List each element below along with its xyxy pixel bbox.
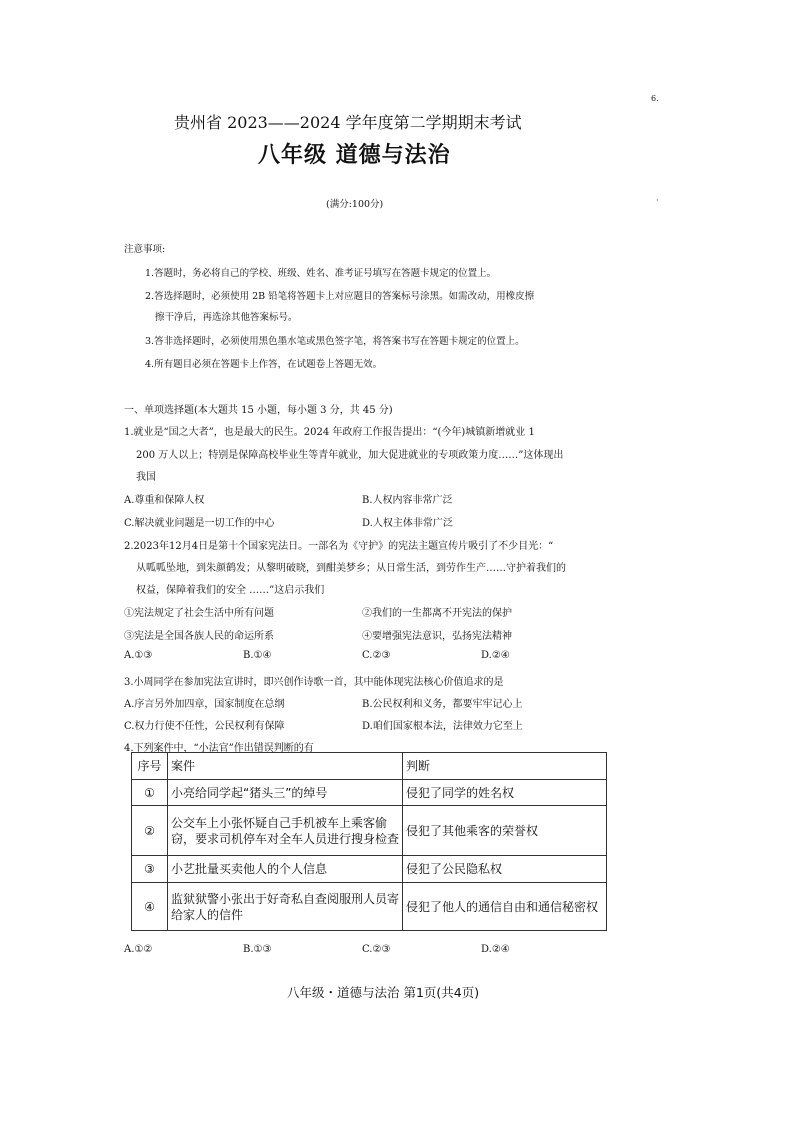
header-cell: 序号 xyxy=(132,753,168,780)
notice-item: 1.答题时，务必将自己的学校、班级、姓名、准考证号填写在答题卡规定的位置上。 xyxy=(145,268,497,279)
score-note: (满分:100分) xyxy=(326,199,384,210)
header-cell: 案件 xyxy=(168,753,403,780)
option: C.权力行使不任性，公民权利有保障 xyxy=(124,721,285,732)
section-heading: 一、单项选择题(本大题共 15 小题，每小题 3 分，共 45 分) xyxy=(124,405,393,416)
table-cell: ③ xyxy=(132,856,168,883)
table-header-row xyxy=(132,753,607,780)
notice-heading: 注意事项: xyxy=(124,244,166,255)
exam-title: 贵州省 2023——2024 学年度第二学期期末考试 xyxy=(174,113,522,132)
table-cell: ② xyxy=(132,806,168,856)
table-row xyxy=(132,780,607,806)
table-cell: 小艺批量买卖他人的个人信息 xyxy=(168,856,403,883)
option: A.序言另外加四章，国家制度在总纲 xyxy=(124,699,285,710)
option: A.尊重和保障人权 xyxy=(124,495,205,506)
table-cell: 侵犯了公民隐私权 xyxy=(403,856,607,883)
option: D.咱们国家根本法，法律效力它至上 xyxy=(362,721,523,732)
subject-title: 八年级 道德与法治 xyxy=(258,142,451,168)
table-cell: ① xyxy=(132,780,168,806)
option: B.①③ xyxy=(243,944,272,955)
case-table xyxy=(131,752,607,931)
header-cell: 判断 xyxy=(403,753,607,780)
question-line: 3.小周同学在参加宪法宣讲时，即兴创作诗歌一首，其中能体现宪法核心价值追求的是 xyxy=(124,677,504,688)
question-line: 200 万人以上；特别是保障高校毕业生等青年就业，加大促进就业的专项政策力度……”这体现出 xyxy=(136,450,564,461)
table-cell: 侵犯了他人的通信自由和通信秘密权 xyxy=(403,883,607,931)
question-line: 1.就业是“国之大者”，也是最大的民生。2024 年政府工作报告提出：“(今年)城镇新增就业 1 xyxy=(124,427,535,438)
statement: ②我们的一生都离不开宪法的保护 xyxy=(362,608,512,619)
option: A.①③ xyxy=(124,650,153,661)
table-cell: 监狱狱警小张出于好奇私自查阅服刑人员寄给家人的信件 xyxy=(168,883,403,931)
statement: ①宪法规定了社会生活中所有问题 xyxy=(124,608,274,619)
table-cell: 公交车上小张怀疑自己手机被车上乘客偷窃，要求司机停车对全车人员进行搜身检查 xyxy=(168,806,403,856)
corner-dot: · xyxy=(656,196,659,205)
page-footer: 八年级・道德与法治 第1页(共4页) xyxy=(287,985,480,1000)
notice-item: 2.答选择题时，必须使用 2B 铅笔将答题卡上对应题目的答案标号涂黑。如需改动，用橡皮擦 xyxy=(145,291,535,302)
option: C.②③ xyxy=(362,650,391,661)
table-cell: 侵犯了其他乘客的荣誉权 xyxy=(403,806,607,856)
question-line: 2.2023年12月4日是第十个国家宪法日。一部名为《守护》的宪法主题宣传片吸引了不少目光：“ xyxy=(124,541,554,552)
option: C.解决就业问题是一切工作的中心 xyxy=(124,518,275,529)
option: D.人权主体非常广泛 xyxy=(362,518,453,529)
question-line: 权益，保障着我们的安全 ……”这启示我们 xyxy=(136,585,325,596)
table-row xyxy=(132,856,607,883)
option: B.人权内容非常广泛 xyxy=(362,495,453,506)
table-cell: ④ xyxy=(132,883,168,931)
notice-item: 4.所有题目必须在答题卡上作答，在试题卷上答题无效。 xyxy=(145,359,383,370)
option: C.②③ xyxy=(362,944,391,955)
notice-item: 3.答非选择题时，必须使用黑色墨水笔或黑色签字笔，将答案书写在答题卡规定的位置上。 xyxy=(145,336,525,347)
question-line: 4.下列案件中，“小法官”作出错误判断的有 xyxy=(124,743,314,754)
table-row xyxy=(132,883,607,931)
option: D.②④ xyxy=(481,650,510,661)
table-cell: 小亮给同学起“猪头三”的绰号 xyxy=(168,780,403,806)
table-row xyxy=(132,806,607,856)
option: D.②④ xyxy=(481,944,510,955)
statement: ③宪法是全国各族人民的命运所系 xyxy=(124,631,274,642)
notice-item: 擦干净后，再选涂其他答案标号。 xyxy=(155,312,298,323)
question-line: 从呱呱坠地，到朱颜鹤发；从黎明破晓，到酣美梦乡；从日常生活，到劳作生产……守护着我们的 xyxy=(136,563,566,574)
corner-mark: 6. xyxy=(651,94,659,103)
question-line: 我国 xyxy=(136,472,156,483)
statement: ④要增强宪法意识，弘扬宪法精神 xyxy=(362,631,512,642)
option: A.①② xyxy=(124,944,153,955)
option: B.①④ xyxy=(243,650,272,661)
option: B.公民权利和义务，都要牢牢记心上 xyxy=(362,699,523,710)
table-cell: 侵犯了同学的姓名权 xyxy=(403,780,607,806)
